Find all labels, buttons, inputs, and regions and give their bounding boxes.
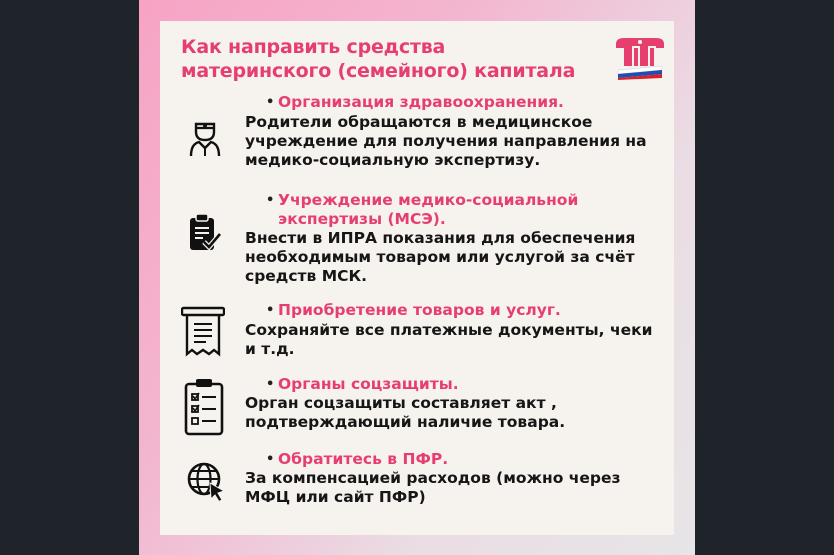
clipboard-check-icon: [184, 212, 224, 252]
item-5-body: За компенсацией расходов (можно через МФЦ или сайт ПФР): [245, 469, 621, 506]
title-line-2: материнского (семейного) капитала: [181, 60, 576, 82]
item-4-body: Орган соцзащиты составляет акт , подтверждающий наличие товара.: [245, 394, 566, 431]
item-3-body: Сохраняйте все платежные документы, чеки и т.д.: [245, 321, 653, 358]
item-2-heading: Учреждение медико-социальной экспертизы (МСЭ).: [278, 191, 579, 228]
bullet: •: [266, 193, 275, 208]
item-3-heading: Приобретение товаров и услуг.: [278, 301, 561, 319]
item-2-body: Внести в ИПРА показания для обеспечения необходимым товаром или услугой за счёт средств МСК.: [245, 229, 636, 285]
bullet: •: [266, 377, 275, 392]
medical-worker-icon: [185, 118, 225, 158]
receipt-icon: [181, 306, 225, 358]
bullet: •: [266, 452, 275, 467]
item-1-heading: Организация здравоохранения.: [278, 93, 564, 111]
bullet: •: [266, 303, 275, 318]
item-5-heading: Обратитесь в ПФР.: [278, 450, 449, 468]
globe-cursor-icon: [186, 461, 228, 503]
checklist-icon: [183, 378, 225, 436]
title-line-1: Как направить средства: [181, 36, 446, 58]
pfr-logo-icon: [612, 36, 668, 80]
page-title: [181, 35, 601, 83]
item-1-body: Родители обращаются в медицинское учреждение для получения направления на медико-социальную экспертизу.: [245, 113, 647, 169]
item-4-heading: Органы соцзащиты.: [278, 375, 459, 393]
bullet: •: [266, 95, 275, 110]
